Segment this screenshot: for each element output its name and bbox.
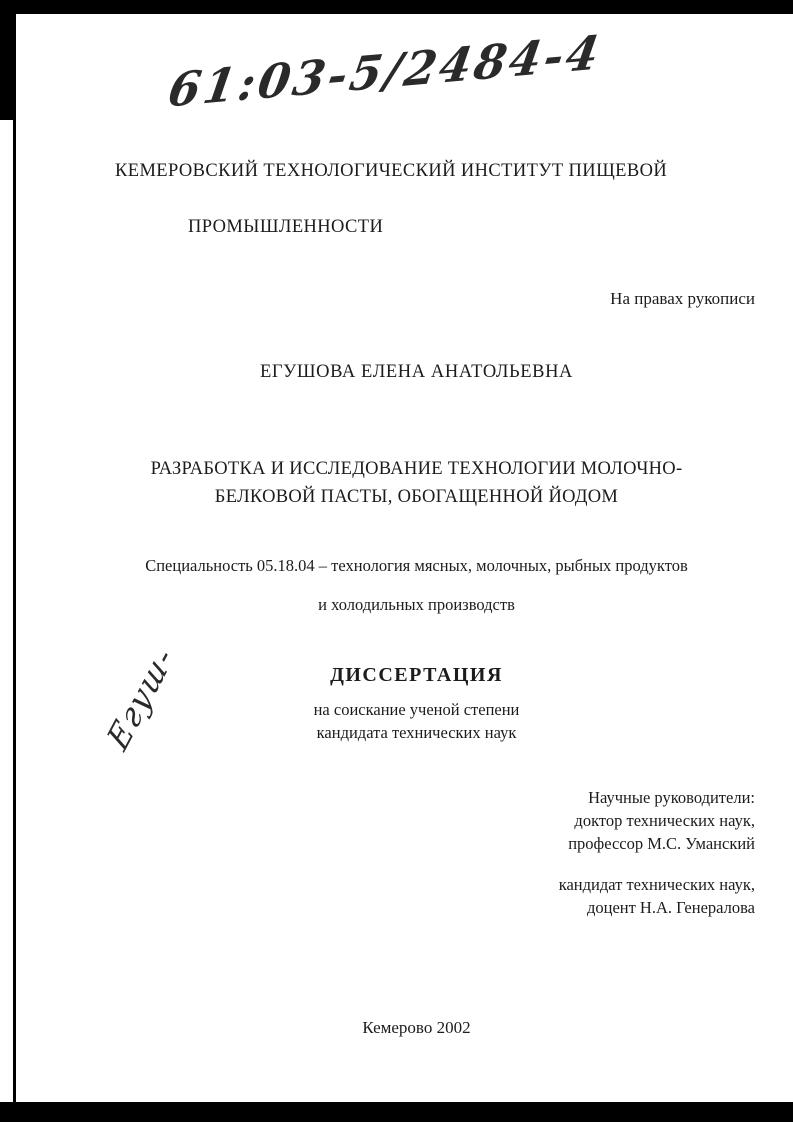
scan-edge-bottom	[0, 1102, 793, 1122]
handwritten-signature: Егуш-	[99, 637, 182, 758]
supervisor-1-name: профессор М.С. Уманский	[568, 834, 755, 853]
city-and-year: Кемерово 2002	[362, 1018, 471, 1037]
institution-line-1: КЕМЕРОВСКИЙ ТЕХНОЛОГИЧЕСКИЙ ИНСТИТУТ ПИЩЕВОЙ	[115, 161, 668, 181]
degree-subtitle-line-1: на соискание ученой степени	[313, 700, 520, 719]
manuscript-rights-note: На правах рукописи	[610, 289, 755, 308]
scan-edge-corner	[0, 0, 16, 120]
dissertation-title	[40, 455, 793, 511]
supervisor-group-2	[0, 873, 755, 919]
title-line-2: БЕЛКОВОЙ ПАСТЫ, ОБОГАЩЕННОЙ ЙОДОМ	[214, 487, 619, 507]
institution-line-2: ПРОМЫШЛЕННОСТИ	[188, 217, 384, 237]
supervisor-group-1	[0, 786, 755, 855]
specialty-line-1: Специальность 05.18.04 – технология мясных, молочных, рыбных продуктов	[145, 556, 688, 575]
specialty-block	[40, 556, 793, 615]
document-type-heading: ДИССЕРТАЦИЯ	[330, 664, 503, 686]
institution-name	[115, 143, 735, 255]
title-line-1: РАЗРАБОТКА И ИССЛЕДОВАНИЕ ТЕХНОЛОГИИ МОЛОЧНО-	[150, 459, 683, 479]
author-name: ЕГУШОВА ЕЛЕНА АНАТОЛЬЕВНА	[259, 362, 573, 382]
scan-edge-top	[0, 0, 793, 14]
degree-subtitle-line-2: кандидата технических наук	[316, 723, 517, 742]
supervisors-block	[0, 786, 755, 919]
handwritten-archival-number: 61:03-5/2484-4	[164, 24, 606, 118]
specialty-line-2: и холодильных производств	[318, 595, 515, 614]
degree-subtitle	[40, 698, 793, 744]
supervisor-2-name: доцент Н.А. Генералова	[586, 898, 755, 917]
supervisors-heading: Научные руководители:	[588, 788, 755, 807]
supervisor-2-degree: кандидат технических наук,	[558, 875, 755, 894]
scan-edge-left	[13, 0, 16, 1122]
supervisor-1-degree: доктор технических наук,	[574, 811, 755, 830]
